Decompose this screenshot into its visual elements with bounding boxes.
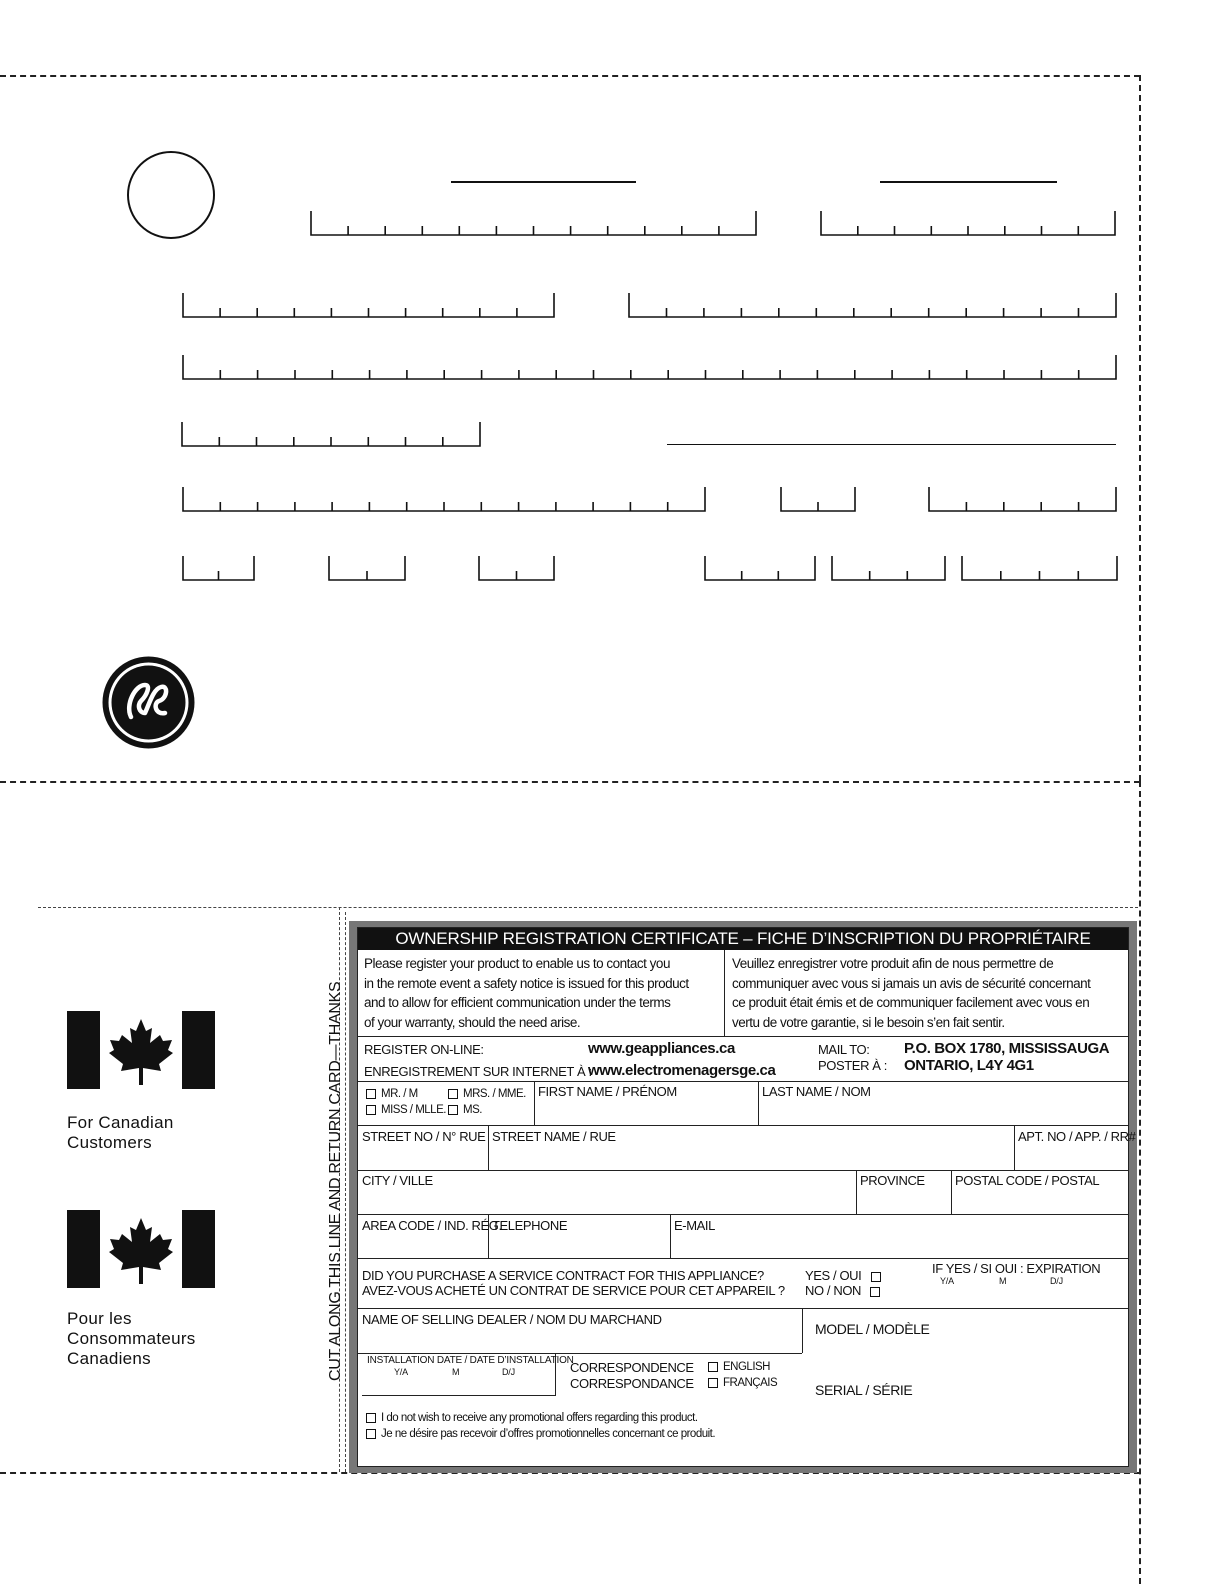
install-date-label: INSTALLATION DATE / DATE D’INSTALLATION <box>367 1355 574 1366</box>
address-line1: P.O. BOX 1780, MISSISSAUGA <box>904 1040 1110 1057</box>
last-name-label[interactable]: LAST NAME / NOM <box>762 1084 871 1099</box>
phone-divider-2 <box>670 1214 671 1258</box>
miss-label: MISS / MLLE. <box>381 1104 446 1116</box>
ms-label: MS. <box>463 1104 482 1116</box>
exp-month: M <box>999 1276 1007 1286</box>
inst-month: M <box>452 1367 460 1377</box>
correspondence-en: CORRESPONDENCE <box>570 1360 694 1375</box>
dealer-divider <box>802 1308 803 1353</box>
street-divider-1 <box>488 1125 489 1170</box>
yes-label: YES / OUI <box>805 1268 862 1283</box>
yes-checkbox[interactable] <box>871 1272 881 1282</box>
optout-en-checkbox[interactable] <box>366 1413 376 1423</box>
francais-option[interactable] <box>708 1377 777 1389</box>
intro-en-2: in the remote event a safety notice is issued for this product <box>364 975 689 991</box>
comb-field[interactable] <box>962 556 1117 580</box>
comb-field[interactable] <box>183 487 705 511</box>
card-title: OWNERSHIP REGISTRATION CERTIFICATE – FICHE D’INSCRIPTION DU PROPRIÉTAIRE <box>358 928 1128 950</box>
intro-fr <box>732 954 1127 1032</box>
francais-checkbox[interactable] <box>708 1378 718 1388</box>
service-question-en: DID YOU PURCHASE A SERVICE CONTRACT FOR THIS APPLIANCE? <box>362 1268 764 1283</box>
comb-field[interactable] <box>182 422 480 446</box>
province-label[interactable]: PROVINCE <box>860 1173 925 1188</box>
poster-a-label: POSTER À : <box>818 1058 887 1073</box>
character-boxes[interactable] <box>0 0 1224 620</box>
francais-label: FRANÇAIS <box>723 1377 778 1389</box>
intro-fr-3: ce produit était émis et de communiquer facilement avec vous en <box>732 995 1090 1010</box>
optout-fr-label: Je ne désire pas recevoir d’offres promotionnelles concernant ce produit. <box>381 1428 716 1440</box>
city-label[interactable]: CITY / VILLE <box>362 1173 433 1188</box>
register-online-fr-label: ENREGISTREMENT SUR INTERNET À : <box>364 1064 592 1079</box>
address-line2: ONTARIO, L4Y 4G1 <box>904 1057 1034 1074</box>
comb-field[interactable] <box>821 211 1115 235</box>
canada-flag-icon <box>67 1011 215 1089</box>
right-cut-line-bottom <box>1139 781 1141 1584</box>
row-line-2 <box>358 1081 1128 1082</box>
city-divider-2 <box>951 1170 952 1214</box>
mr-label: MR. / M <box>381 1088 418 1100</box>
comb-field[interactable] <box>832 556 945 580</box>
ge-logo-icon <box>101 655 196 750</box>
area-code-label[interactable]: AREA CODE / IND. RÉG. <box>362 1218 502 1233</box>
exp-year: Y/A <box>940 1276 954 1286</box>
english-option[interactable] <box>708 1361 770 1373</box>
intro-en <box>364 954 722 1032</box>
intro-en-4: of your warranty, should the need arise. <box>364 1014 581 1030</box>
optout-en-label: I do not wish to receive any promotional offers regarding this product. <box>381 1412 698 1424</box>
comb-field[interactable] <box>705 556 815 580</box>
comb-field[interactable] <box>781 487 855 511</box>
mail-to-label: MAIL TO: <box>818 1042 870 1057</box>
row-line-5 <box>358 1214 1128 1215</box>
row-line-6 <box>358 1258 1128 1259</box>
url-fr[interactable]: www.electromenagersge.ca <box>588 1062 776 1079</box>
optout-fr-checkbox[interactable] <box>366 1429 376 1439</box>
register-online-label: REGISTER ON-LINE: <box>364 1042 484 1057</box>
comb-field[interactable] <box>629 293 1116 317</box>
street-no-label[interactable]: STREET NO / N° RUE <box>362 1129 486 1144</box>
mrs-checkbox[interactable] <box>448 1089 458 1099</box>
exp-day: D/J <box>1050 1276 1063 1286</box>
label-fr-line3: Canadiens <box>67 1349 151 1368</box>
city-divider-1 <box>856 1170 857 1214</box>
service-question-fr: AVEZ-VOUS ACHETÉ UN CONTRAT DE SERVICE POUR CET APPAREIL ? <box>362 1283 785 1298</box>
first-name-label: FIRST NAME / PRÉNOM <box>538 1084 677 1099</box>
no-option[interactable] <box>805 1283 885 1298</box>
label-for-canadian <box>67 1113 174 1153</box>
comb-field[interactable] <box>929 487 1116 511</box>
name-divider-1 <box>534 1081 535 1125</box>
cut-instruction: CUT ALONG THIS LINE AND RETURN CARD—THANKS <box>327 981 344 1381</box>
street-name-label[interactable]: STREET NAME / RUE <box>492 1129 616 1144</box>
mrs-label: MRS. / MME. <box>463 1088 526 1100</box>
comb-field[interactable] <box>183 556 254 580</box>
email-label[interactable]: E-MAIL <box>674 1218 715 1233</box>
english-checkbox[interactable] <box>708 1362 718 1372</box>
street-divider-2 <box>1014 1125 1015 1170</box>
optout-en[interactable] <box>366 1412 698 1424</box>
inst-year: Y/A <box>394 1367 408 1377</box>
miss-checkbox[interactable] <box>366 1105 376 1115</box>
serial-label[interactable]: SERIAL / SÉRIE <box>815 1382 913 1398</box>
intro-fr-1: Veuillez enregistrer votre produit afin de nous permettre de <box>732 956 1054 971</box>
postal-code-label[interactable]: POSTAL CODE / POSTAL <box>955 1173 1100 1188</box>
label-en-line1: For Canadian <box>67 1113 174 1132</box>
inner-left-cut-2 <box>345 912 346 1472</box>
canada-flag-icon-2 <box>67 1210 215 1288</box>
name-divider-2 <box>758 1081 759 1125</box>
expiration-label[interactable]: IF YES / SI OUI : EXPIRATION <box>932 1261 1101 1276</box>
comb-field[interactable] <box>183 293 554 317</box>
ms-checkbox[interactable] <box>448 1105 458 1115</box>
row-line-1 <box>358 1036 1128 1037</box>
title-mrs[interactable] <box>448 1088 526 1100</box>
optout-fr[interactable] <box>366 1428 715 1440</box>
telephone-label[interactable]: TELEPHONE <box>492 1218 568 1233</box>
comb-field[interactable] <box>479 556 554 580</box>
title-miss[interactable] <box>366 1104 446 1116</box>
phone-divider-1 <box>488 1214 489 1258</box>
label-fr-line1: Pour les <box>67 1309 132 1328</box>
english-label: ENGLISH <box>723 1361 770 1373</box>
dealer-label[interactable]: NAME OF SELLING DEALER / NOM DU MARCHAND <box>362 1312 662 1327</box>
model-label[interactable]: MODEL / MODÈLE <box>815 1321 930 1337</box>
mr-checkbox[interactable] <box>366 1089 376 1099</box>
card-body <box>357 927 1136 1467</box>
yes-option[interactable] <box>805 1268 886 1283</box>
apt-no-label[interactable]: APT. NO / APP. / RR# <box>1018 1129 1136 1144</box>
comb-field[interactable] <box>329 556 405 580</box>
row-line-3 <box>358 1125 1128 1126</box>
inner-top-cut <box>38 907 1138 908</box>
comb-field[interactable] <box>183 355 1116 379</box>
registration-card <box>349 921 1137 1473</box>
label-fr-line2: Consommateurs <box>67 1329 196 1348</box>
intro-fr-4: vertu de votre garantie, si le besoin s’en fait sentir. <box>732 1014 1005 1030</box>
label-pour-les <box>67 1309 196 1369</box>
correspondence-fr: CORRESPONDANCE <box>570 1376 694 1391</box>
intro-fr-2: communiquer avec vous si jamais un avis de sécurité concernant <box>732 975 1091 991</box>
inst-day: D/J <box>502 1367 515 1377</box>
row-line-7 <box>358 1308 1128 1309</box>
comb-field[interactable] <box>311 211 756 235</box>
title-mr[interactable] <box>366 1088 418 1100</box>
intro-divider <box>724 950 725 1036</box>
title-ms[interactable] <box>448 1104 482 1116</box>
label-en-line2: Customers <box>67 1133 152 1152</box>
intro-en-3: and to allow for efficient communication under the terms <box>364 995 671 1010</box>
intro-en-1: Please register your product to enable us to contact you <box>364 956 670 971</box>
row-line-4 <box>358 1170 1128 1171</box>
middle-cut-line <box>0 781 1140 783</box>
no-checkbox[interactable] <box>870 1287 880 1297</box>
no-label: NO / NON <box>805 1283 862 1298</box>
url-en[interactable]: www.geappliances.ca <box>588 1040 735 1057</box>
